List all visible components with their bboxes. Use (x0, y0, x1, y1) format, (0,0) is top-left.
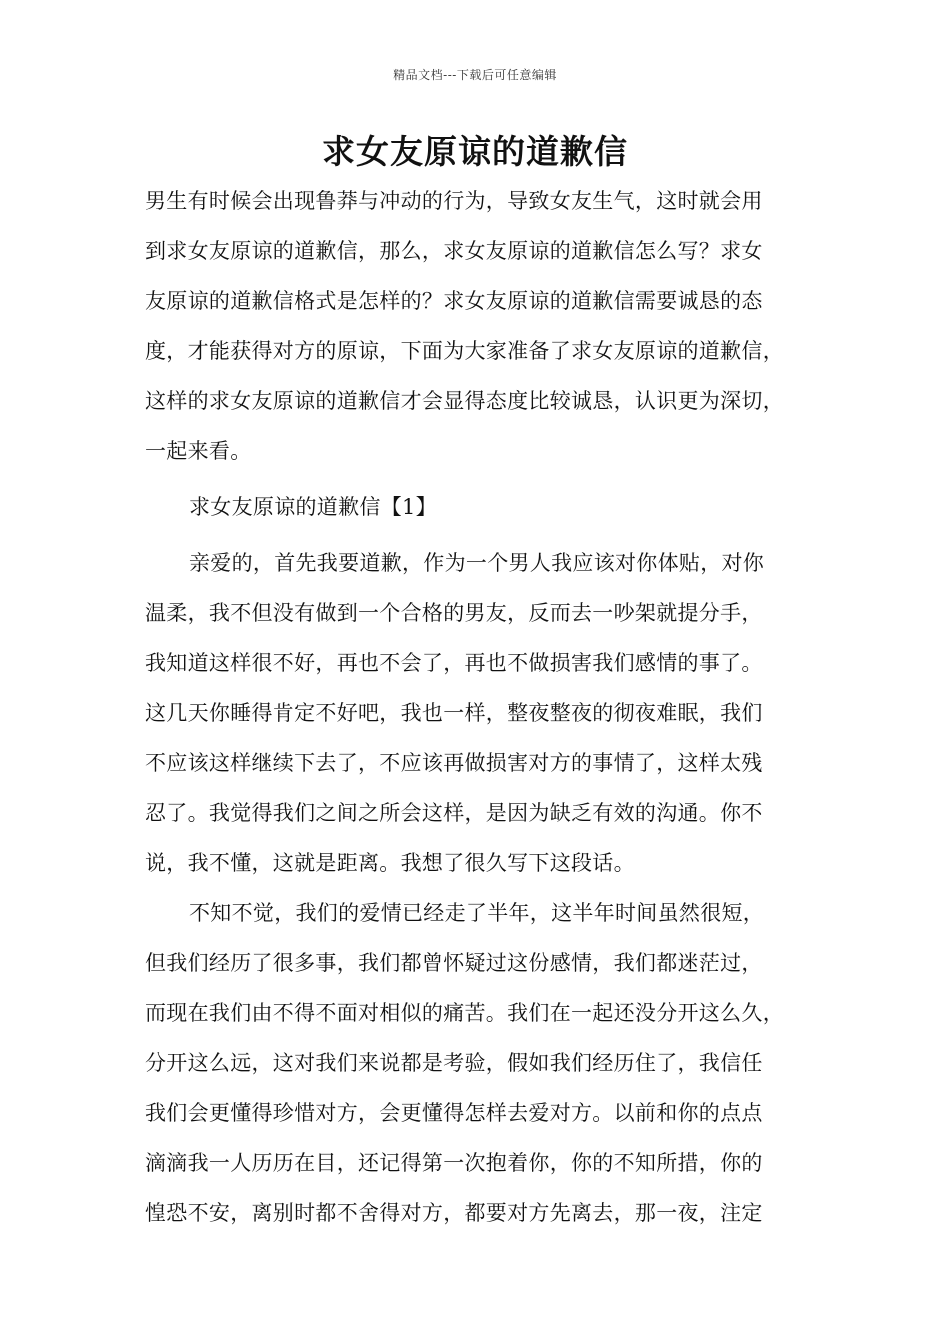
paragraph-line: 滴滴我一人历历在目，还记得第一次抱着你，你的不知所措，你的 (145, 1151, 763, 1175)
paragraph-line: 不知不觉，我们的爱情已经走了半年，这半年时间虽然很短， (189, 901, 765, 925)
intro-line: 到求女友原谅的道歉信，那么，求女友原谅的道歉信怎么写？求女 (145, 239, 763, 263)
paragraph-line: 不应该这样继续下去了，不应该再做损害对方的事情了，这样太残 (145, 751, 763, 775)
paragraph-line: 我知道这样很不好，再也不会了，再也不做损害我们感情的事了。 (145, 651, 763, 675)
page-header: 精品文档---下载后可任意编辑 (393, 68, 557, 82)
document-body (145, 178, 817, 1240)
intro-line: 度，才能获得对方的原谅，下面为大家准备了求女友原谅的道歉信， (145, 339, 784, 363)
paragraph-line: 而现在我们由不得不面对相似的痛苦。我们在一起还没分开这么久， (145, 1001, 784, 1025)
paragraph-line: 说，我不懂，这就是距离。我想了很久写下这段话。 (145, 851, 635, 875)
paragraph-line: 忍了。我觉得我们之间之所会这样，是因为缺乏有效的沟通。你不 (145, 801, 763, 825)
intro-line: 友原谅的道歉信格式是怎样的？求女友原谅的道歉信需要诚恳的态 (145, 289, 763, 313)
section-heading: 求女友原谅的道歉信【1】 (189, 495, 437, 519)
paragraph-line: 这几天你睡得肯定不好吧，我也一样，整夜整夜的彻夜难眠，我们 (145, 701, 763, 725)
paragraph-line: 我们会更懂得珍惜对方，会更懂得怎样去爱对方。以前和你的点点 (145, 1101, 763, 1125)
paragraph-line: 但我们经历了很多事，我们都曾怀疑过这份感情，我们都迷茫过， (145, 951, 763, 975)
paragraph-line: 温柔，我不但没有做到一个合格的男友，反而去一吵架就提分手， (145, 601, 763, 625)
document-title: 求女友原谅的道歉信 (322, 132, 628, 171)
intro-line: 一起来看。 (145, 439, 252, 463)
paragraph-line: 惶恐不安，离别时都不舍得对方，都要对方先离去，那一夜，注定 (145, 1201, 763, 1225)
intro-line: 这样的求女友原谅的道歉信才会显得态度比较诚恳，认识更为深切， (145, 389, 784, 413)
intro-line: 男生有时候会出现鲁莽与冲动的行为，导致女友生气，这时就会用 (145, 189, 763, 213)
paragraph-line: 亲爱的，首先我要道歉，作为一个男人我应该对你体贴，对你 (189, 551, 765, 575)
paragraph-line: 分开这么远，这对我们来说都是考验，假如我们经历住了，我信任 (145, 1051, 763, 1075)
